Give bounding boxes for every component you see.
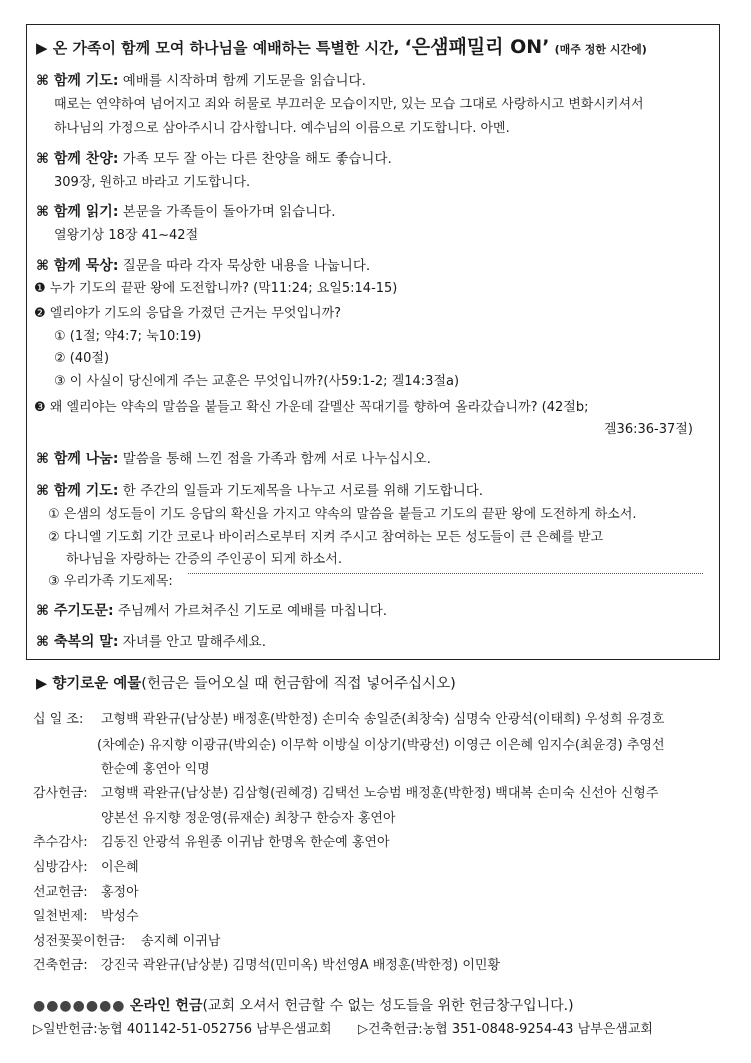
flower-label: 성전꽃꽂이헌금:	[33, 934, 126, 949]
section-meditation	[36, 257, 370, 275]
section-label: ⌘ 축복의 말:	[36, 634, 119, 650]
flower-names: 송지혜 이귀남	[141, 934, 221, 949]
offering-note: (헌금은 들어오실 때 헌금함에 직접 넣어주십시오)	[141, 676, 456, 692]
meditation-question-2a: ① (1절; 약4:7; 눅10:19)	[54, 329, 202, 344]
section-label: ⌘ 함께 읽기:	[36, 204, 119, 220]
tithe-label: 십 일 조:	[33, 712, 84, 727]
prayer-item-1: ① 은샘의 성도들이 기도 응답의 확신을 가지고 약속의 말씀을 붙들고 기도의 끝판 왕에 도전하게 하소서.	[48, 507, 637, 522]
prayer-item-2: ② 다니엘 기도회 기간 코로나 바이러스로부터 지켜 주시고 참여하는 모든 성도들이 큰 은혜를 받고	[48, 530, 604, 545]
meditation-question-3: ❸ 왜 엘리야는 약속의 말씀을 붙들고 확신 가운데 갈멜산 꼭대기를 향하여 올라갔습니까? (42절b;	[34, 400, 589, 415]
section-text: 자녀를 안고 말해주세요.	[122, 634, 267, 650]
thanks-label: 감사헌금:	[33, 786, 88, 801]
worship-header-note: (매주 정한 시간에)	[554, 43, 647, 56]
section-lords-prayer	[36, 602, 387, 620]
once-names: 박성수	[101, 909, 139, 924]
once-label: 일천번제:	[33, 909, 88, 924]
meditation-question-2b: ② (40절)	[54, 351, 110, 366]
section-label: ⌘ 함께 묵상:	[36, 258, 119, 274]
meditation-question-1: ❶ 누가 기도의 끝판 왕에 도전합니까? (막11:24; 요일5:14-15)	[34, 281, 398, 296]
general-offering-account: ▷일반헌금:농협 401142-51-052756 남부은샘교회	[33, 1022, 332, 1037]
thanks-names-1: 고형백 곽완규(남상분) 김삼형(권혜경) 김택선 노승범 배정훈(박한정) 백대복 손미숙 신선아 신형주	[101, 786, 659, 801]
thanks-names-2: 양본선 유지향 정운영(류재순) 최창구 한승자 홍연아	[101, 811, 396, 826]
tithe-names-3: 한순예 홍연아 익명	[101, 762, 210, 777]
section-text: 한 주간의 일들과 기도제목을 나누고 서로를 위해 기도합니다.	[122, 483, 484, 499]
meditation-question-3-cont: 겔36:36-37절)	[604, 422, 693, 437]
section-sharing	[36, 450, 431, 468]
online-offering-header	[33, 997, 574, 1015]
tithe-names-1: 고형백 곽완규(남상분) 배정훈(박한정) 손미숙 송일준(최창숙) 심명숙 안광석(이태희) 우성희 유경호	[101, 712, 665, 727]
online-offering-note: (교회 오셔서 헌금할 수 없는 성도들을 위한 헌금창구입니다.)	[202, 998, 574, 1014]
praise-body: 309장, 원하고 바라고 기도합니다.	[54, 175, 251, 190]
online-offering-dots: ●●●●●●●	[33, 998, 126, 1014]
harvest-names: 김동진 안광석 유원종 이귀남 한명옥 한순예 홍연아	[101, 835, 390, 850]
prayer-open-body-1: 때로는 연약하여 넘어지고 죄와 허물로 부끄러운 모습이지만, 있는 모습 그대로 사랑하시고 변화시키셔서	[54, 97, 644, 112]
prayer-item-2-cont: 하나님을 자랑하는 간증의 주인공이 되게 하소서.	[66, 552, 342, 567]
section-text: 가족 모두 잘 아는 다른 찬양을 해도 좋습니다.	[122, 151, 392, 167]
offering-header	[36, 675, 456, 693]
worship-header-prefix: ▶ 온 가족이 함께 모여 하나님을 예배하는 특별한 시간,	[36, 39, 400, 57]
building-names: 강진국 곽완규(남상분) 김명석(민미옥) 박선영A 배정훈(박한정) 이민황	[101, 958, 501, 973]
section-label: ⌘ 함께 기도:	[36, 483, 119, 499]
section-prayer-close	[36, 482, 483, 500]
visit-label: 심방감사:	[33, 860, 88, 875]
section-prayer-open	[36, 72, 366, 90]
meditation-question-2: ❷ 엘리야가 기도의 응답을 가졌던 근거는 무엇입니까?	[34, 306, 342, 321]
reading-body: 열왕기상 18장 41~42절	[54, 228, 199, 243]
prayer-open-body-2: 하나님의 가정으로 삼아주시니 감사합니다. 예수님의 이름으로 기도합니다. 아멘.	[54, 121, 510, 136]
section-text: 질문을 따라 각자 묵상한 내용을 나눕니다.	[122, 258, 371, 274]
section-blessing	[36, 633, 266, 651]
tithe-names-2: (차예순) 유지향 이광규(박외순) 이무학 이방실 이상기(박광선) 이영근 이은혜 임지수(최윤경) 추영선	[97, 738, 665, 753]
section-label: ⌘ 함께 기도:	[36, 73, 119, 89]
mission-label: 선교헌금:	[33, 885, 88, 900]
section-text: 말씀을 통해 느낀 점을 가족과 함께 서로 나누십시오.	[122, 451, 431, 467]
visit-names: 이은혜	[101, 860, 139, 875]
building-offering-account: ▷건축헌금:농협 351-0848-9254-43 남부은샘교회	[358, 1022, 653, 1037]
worship-header	[36, 38, 647, 59]
section-praise	[36, 150, 392, 168]
online-offering-title: 온라인 헌금	[129, 998, 203, 1014]
building-label: 건축헌금:	[33, 958, 88, 973]
section-label: ⌘ 주기도문:	[36, 603, 114, 619]
harvest-label: 추수감사:	[33, 835, 88, 850]
section-label: ⌘ 함께 나눔:	[36, 451, 119, 467]
section-reading	[36, 203, 336, 221]
section-text: 본문을 가족들이 돌아가며 읽습니다.	[122, 204, 336, 220]
worship-header-title: ‘은샘패밀리 ON’	[404, 36, 550, 58]
meditation-question-2c: ③ 이 사실이 당신에게 주는 교훈은 무엇입니까?(사59:1-2; 겔14:3절a)	[54, 374, 460, 389]
section-text: 예배를 시작하며 함께 기도문을 읽습니다.	[122, 73, 366, 89]
section-text: 주님께서 가르쳐주신 기도로 예배를 마칩니다.	[117, 603, 388, 619]
offering-title: ▶ 향기로운 예물	[36, 676, 142, 692]
mission-names: 홍정아	[101, 885, 139, 900]
prayer-item-3: ③ 우리가족 기도제목:	[48, 574, 173, 589]
section-label: ⌘ 함께 찬양:	[36, 151, 119, 167]
family-prayer-blank-line	[188, 573, 703, 574]
